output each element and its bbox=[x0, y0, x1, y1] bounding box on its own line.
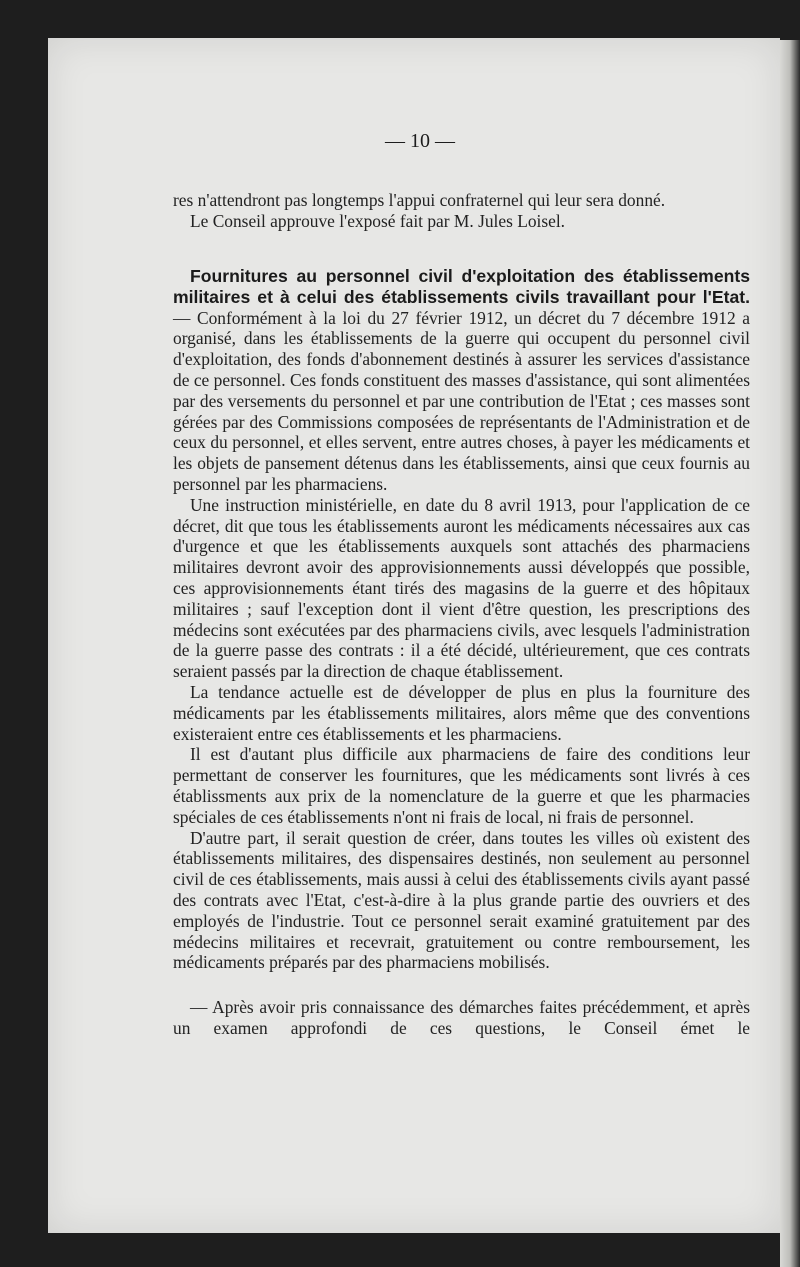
paragraph-tendency: La tendance actuelle est de développer de plus en plus la fourniture des médicaments par les établissements militaires, alors même que des conventions existeraient entre ces établissements et les pharmaciens. bbox=[173, 681, 750, 744]
paragraph-difficulty: Il est d'autant plus difficile aux pharmaciens de faire des conditions leur permettant de conserver les fournitures, que les médicaments sont livrés à ces établissments aux prix de la nomenclature de la guerre et que les pharmacies spéciales de ces établissements n'ont ni frais de local, ni frais de personnel. bbox=[173, 744, 750, 827]
paragraph-instruction: Une instruction ministérielle, en date du 8 avril 1913, pour l'application de ce décret, dit que tous les établissements auront les médicaments nécessaires aux cas d'urgence et que les établissements auxquels sont attachés des pharmaciens militaires devront avoir des approvisionnements aussi développés que possible, ces approvisionnements étant tirés des magasins de la guerre et des hôpitaux militaires ; sauf l'exception dont il vient d'être question, les prescriptions des médecins sont exécutées par des pharmaciens civils, avec lesquels l'administration de la guerre passe des contrats : il a été décidé, ultérieurement, que ces contrats seraient passés par la direction de chaque établissement. bbox=[173, 494, 750, 682]
paragraph-conclusion: — Après avoir pris connaissance des démarches faites précédemment, et après un examen approfondi de ces questions, le Conseil émet le bbox=[173, 997, 750, 1038]
body-text bbox=[173, 190, 750, 1039]
paragraph-approval: Le Conseil approuve l'exposé fait par M. Jules Loisel. bbox=[190, 210, 566, 231]
paragraph-continuation: res n'attendront pas longtemps l'appui confraternel qui leur sera donné. bbox=[173, 190, 666, 210]
paragraph-dispensaries: D'autre part, il serait question de créer, dans toutes les villes où existent des établissements militaires, des dispensaires destinés, non seulement au personnel civil de ces établissements, mais aussi à celui des établissements civils ayant passé des contrats avec l'Etat, c'est-à-dire à la plus grande partie des ouvriers et des employés de l'industrie. Tout ce personnel serait examiné gratuitement par des médecins militaires et recevrait, gratuitement ou contre remboursement, les médicaments préparés par des pharmaciens mobilisés. bbox=[173, 827, 750, 973]
section-heading: Fournitures au personnel civil d'exploitation des établissements militaires et à celui des établissements civils travaillant pour l'Etat. bbox=[173, 265, 750, 307]
page-number: — 10 — bbox=[385, 130, 455, 152]
page-edge bbox=[780, 40, 800, 1267]
paragraph-decree: — Conformément à la loi du 27 février 1912, un décret du 7 décembre 1912 a organisé, dans les établissements de la guerre qui occupent du personnel civil d'exploitation, des fonds d'abonnement destinés à assurer les services d'assistance de ce personnel. Ces fonds constituent des masses d'assistance, qui sont alimentées par des versements du personnel et par une contribution de l'Etat ; ces masses sont gérées par des Commissions composées de représentants de l'Administration et de ceux du personnel, et elles servent, entre autres choses, à payer les médicaments et les objets de pansement détenus dans les établissements, ainsi que ceux fournis au personnel par les pharmaciens. bbox=[173, 307, 750, 494]
